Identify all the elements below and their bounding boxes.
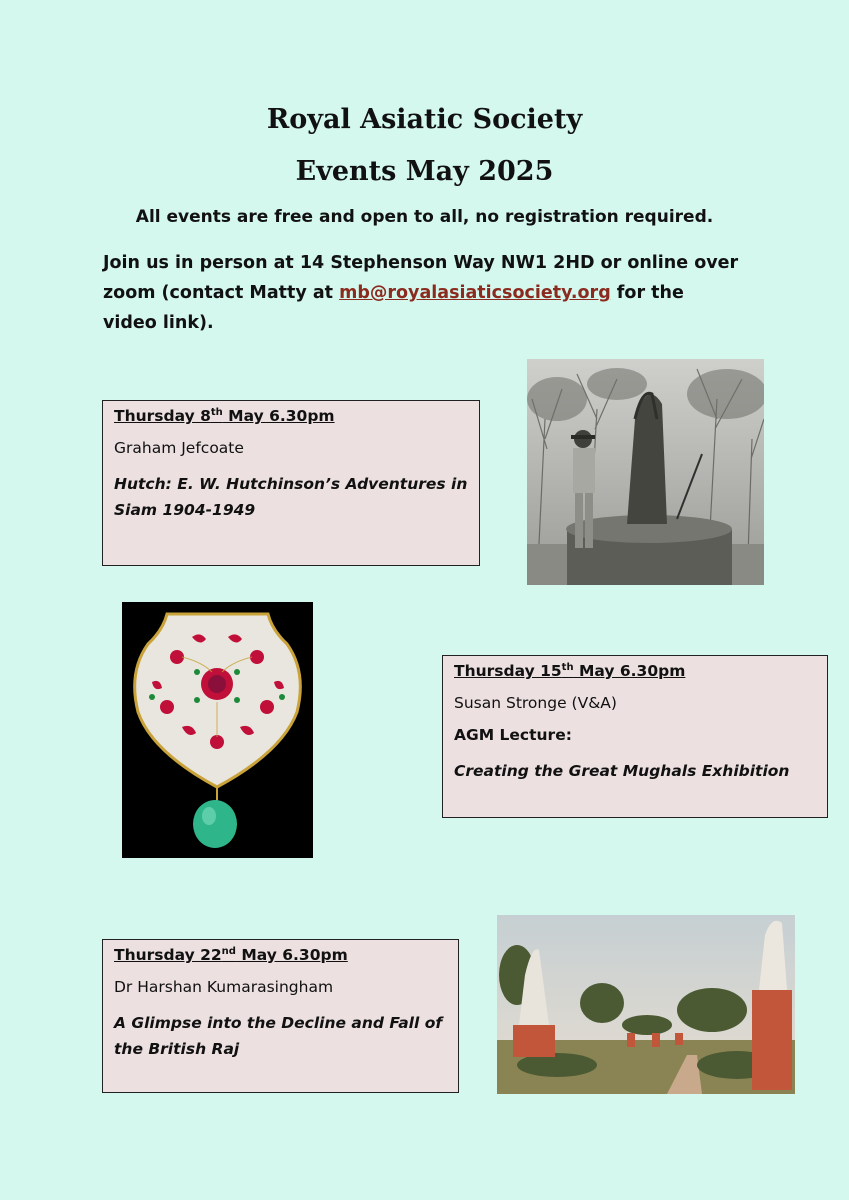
event-speaker: Dr Harshan Kumarasingham bbox=[114, 978, 334, 997]
page-title: Royal Asiatic Society bbox=[266, 104, 583, 135]
contact-email-link[interactable]: mb@royalasiaticsociety.org bbox=[339, 283, 611, 303]
page-subtitle: Events May 2025 bbox=[295, 156, 554, 187]
intro-text-start: Join us in person at 14 Stephenson Way NW1 2HD or online over zoom (contact Matty at bbox=[103, 253, 739, 303]
event-day: Thursday 22 bbox=[114, 946, 222, 965]
event-time: May 6.30pm bbox=[573, 662, 686, 681]
intro-paragraph bbox=[103, 248, 743, 338]
intro-text-end: for the video link). bbox=[103, 283, 684, 333]
event-date bbox=[114, 407, 468, 425]
event-card-may-22 bbox=[102, 939, 459, 1093]
event-ordinal: th bbox=[210, 407, 223, 418]
event-day: Thursday 8 bbox=[114, 407, 211, 426]
coronation-park-photo bbox=[497, 915, 795, 1094]
event-ordinal: th bbox=[561, 662, 574, 673]
event-card-may-8 bbox=[102, 400, 480, 566]
historic-photo-hutchinson bbox=[527, 359, 764, 585]
event-speaker: Graham Jefcoate bbox=[114, 439, 244, 458]
event-talk-title: Creating the Great Mughals Exhibition bbox=[454, 762, 790, 781]
event-agm-label: AGM Lecture: bbox=[454, 726, 572, 745]
event-speaker: Susan Stronge (V&A) bbox=[454, 694, 617, 713]
event-ordinal: nd bbox=[221, 946, 236, 957]
event-date bbox=[114, 946, 447, 964]
event-card-may-15 bbox=[442, 655, 828, 818]
mughal-jade-pendant-photo bbox=[122, 602, 313, 858]
event-day: Thursday 15 bbox=[454, 662, 562, 681]
event-time: May 6.30pm bbox=[222, 407, 335, 426]
event-talk-title: Hutch: E. W. Hutchinson’s Adventures in Siam 1904-1949 bbox=[114, 475, 468, 520]
event-date bbox=[454, 662, 816, 680]
event-talk-title: A Glimpse into the Decline and Fall of the British Raj bbox=[114, 1014, 443, 1059]
free-events-note: All events are free and open to all, no registration required. bbox=[135, 207, 714, 227]
event-time: May 6.30pm bbox=[235, 946, 348, 965]
